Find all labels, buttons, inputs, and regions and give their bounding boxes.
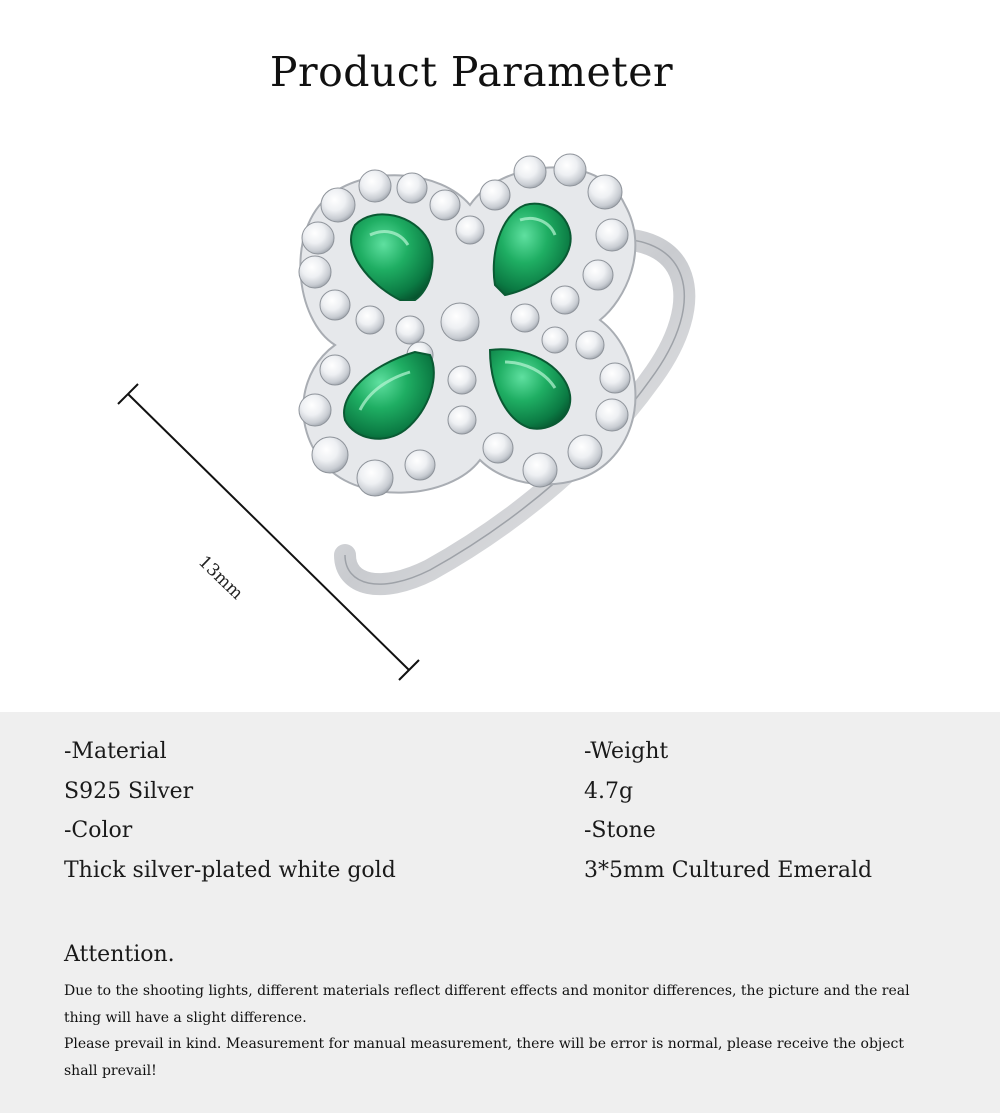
parameters-panel (0, 712, 1000, 1113)
attention-paragraph-1: Due to the shooting lights, different materials reflect different effects and monitor differences, the picture and the real thing will have a slight difference. (64, 983, 910, 1026)
attention-heading: Attention. (64, 942, 175, 967)
attention-paragraph-2: Please prevail in kind. Measurement for manual measurement, there will be error is normal, please receive the object shall prevail! (64, 1036, 904, 1079)
dimension-label: 13mm (194, 552, 247, 604)
material-value: S925 Silver (64, 778, 194, 804)
stone-label: -Stone (584, 818, 656, 843)
page-title: Product Parameter (269, 48, 674, 96)
parameters-right-column (584, 732, 872, 890)
color-label: -Color (64, 818, 133, 843)
weight-value: 4.7g (584, 778, 634, 804)
stone-value: 3*5mm Cultured Emerald (584, 857, 873, 883)
weight-label: -Weight (584, 739, 669, 764)
material-label: -Material (64, 739, 167, 764)
parameters-left-column (64, 732, 396, 890)
color-value: Thick silver-plated white gold (64, 857, 396, 883)
